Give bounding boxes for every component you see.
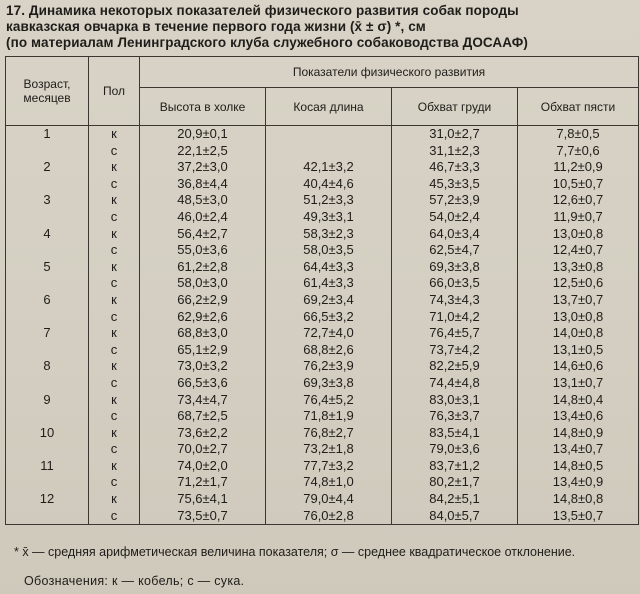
row-age: 4 <box>6 226 89 243</box>
row-sex: с <box>89 176 140 193</box>
cell-pastern: 12,6±0,7 <box>518 192 639 209</box>
cell-pastern: 11,2±0,9 <box>518 159 639 176</box>
row-age <box>6 441 89 458</box>
row-sex: с <box>89 242 140 259</box>
row-sex: с <box>89 309 140 326</box>
cell-chest: 31,0±2,7 <box>392 126 518 143</box>
cell-chest: 73,7±4,2 <box>392 342 518 359</box>
cell-length: 51,2±3,3 <box>266 192 392 209</box>
cell-length: 77,7±3,2 <box>266 458 392 475</box>
table-row <box>6 458 639 475</box>
cell-height: 74,0±2,0 <box>140 458 266 475</box>
cell-chest: 45,3±3,5 <box>392 176 518 193</box>
row-age: 11 <box>6 458 89 475</box>
cell-length: 61,4±3,3 <box>266 275 392 292</box>
data-table <box>5 56 639 525</box>
cell-height: 71,2±1,7 <box>140 474 266 491</box>
cell-chest: 31,1±2,3 <box>392 143 518 160</box>
cell-height: 65,1±2,9 <box>140 342 266 359</box>
row-age: 6 <box>6 292 89 309</box>
row-age: 7 <box>6 325 89 342</box>
cell-height: 20,9±0,1 <box>140 126 266 143</box>
table-row <box>6 342 639 359</box>
table-row <box>6 474 639 491</box>
row-age <box>6 176 89 193</box>
row-sex: к <box>89 458 140 475</box>
table-row <box>6 358 639 375</box>
table-row <box>6 508 639 525</box>
row-age <box>6 474 89 491</box>
cell-pastern: 13,4±0,6 <box>518 408 639 425</box>
cell-pastern: 12,4±0,7 <box>518 242 639 259</box>
footnote: * x̄ — средняя арифметическая величина показателя; σ — среднее квадратическое отклонение. <box>14 545 576 559</box>
cell-pastern: 12,5±0,6 <box>518 275 639 292</box>
cell-height: 75,6±4,1 <box>140 491 266 508</box>
cell-pastern: 13,0±0,8 <box>518 309 639 326</box>
cell-height: 66,2±2,9 <box>140 292 266 309</box>
cell-height: 73,4±4,7 <box>140 392 266 409</box>
header-sex: Пол <box>89 57 140 126</box>
header-length: Косая длина <box>266 88 392 126</box>
cell-pastern: 7,7±0,6 <box>518 143 639 160</box>
cell-length: 64,4±3,3 <box>266 259 392 276</box>
cell-chest: 76,4±5,7 <box>392 325 518 342</box>
title-line-1: 17. Динамика некоторых показателей физического развития собак породы <box>6 3 519 18</box>
row-sex: к <box>89 292 140 309</box>
table-row <box>6 275 639 292</box>
cell-chest: 80,2±1,7 <box>392 474 518 491</box>
row-sex: с <box>89 408 140 425</box>
row-sex: с <box>89 209 140 226</box>
cell-height: 36,8±4,4 <box>140 176 266 193</box>
cell-pastern: 14,6±0,6 <box>518 358 639 375</box>
row-age <box>6 508 89 525</box>
cell-pastern: 7,8±0,5 <box>518 126 639 143</box>
cell-length <box>266 143 392 160</box>
cell-pastern: 14,8±0,8 <box>518 491 639 508</box>
table-row <box>6 259 639 276</box>
table-row <box>6 325 639 342</box>
row-age: 2 <box>6 159 89 176</box>
header-group: Показатели физического развития <box>140 57 639 88</box>
cell-length: 71,8±1,9 <box>266 408 392 425</box>
cell-chest: 54,0±2,4 <box>392 209 518 226</box>
cell-length: 68,8±2,6 <box>266 342 392 359</box>
row-sex: к <box>89 358 140 375</box>
cell-chest: 83,0±3,1 <box>392 392 518 409</box>
row-age <box>6 309 89 326</box>
cell-chest: 83,7±1,2 <box>392 458 518 475</box>
row-age <box>6 209 89 226</box>
row-sex: к <box>89 325 140 342</box>
table-row <box>6 408 639 425</box>
cell-length: 73,2±1,8 <box>266 441 392 458</box>
table-row <box>6 143 639 160</box>
table-row <box>6 242 639 259</box>
row-age: 9 <box>6 392 89 409</box>
row-sex: к <box>89 259 140 276</box>
cell-height: 68,8±3,0 <box>140 325 266 342</box>
title-line-3: (по материалам Ленинградского клуба служебного собаководства ДОСААФ) <box>6 35 529 50</box>
cell-height: 48,5±3,0 <box>140 192 266 209</box>
cell-length: 76,8±2,7 <box>266 425 392 442</box>
cell-length: 69,2±3,4 <box>266 292 392 309</box>
cell-pastern: 13,1±0,5 <box>518 342 639 359</box>
row-sex: с <box>89 508 140 525</box>
table-row <box>6 441 639 458</box>
cell-pastern: 11,9±0,7 <box>518 209 639 226</box>
table-row <box>6 192 639 209</box>
cell-length: 76,4±5,2 <box>266 392 392 409</box>
cell-length: 58,0±3,5 <box>266 242 392 259</box>
cell-pastern: 13,5±0,7 <box>518 508 639 525</box>
cell-chest: 76,3±3,7 <box>392 408 518 425</box>
table-row <box>6 392 639 409</box>
cell-chest: 84,2±5,1 <box>392 491 518 508</box>
row-sex: с <box>89 275 140 292</box>
table-row <box>6 159 639 176</box>
row-sex: к <box>89 126 140 143</box>
row-sex: с <box>89 342 140 359</box>
cell-height: 56,4±2,7 <box>140 226 266 243</box>
cell-pastern: 13,4±0,7 <box>518 441 639 458</box>
header-pastern: Обхват пясти <box>518 88 639 126</box>
header-chest: Обхват груди <box>392 88 518 126</box>
cell-chest: 71,0±4,2 <box>392 309 518 326</box>
row-sex: с <box>89 474 140 491</box>
table-row <box>6 209 639 226</box>
cell-chest: 64,0±3,4 <box>392 226 518 243</box>
row-age: 10 <box>6 425 89 442</box>
cell-chest: 83,5±4,1 <box>392 425 518 442</box>
cell-length <box>266 126 392 143</box>
cell-height: 70,0±2,7 <box>140 441 266 458</box>
table-row <box>6 309 639 326</box>
table-row <box>6 176 639 193</box>
row-age <box>6 275 89 292</box>
row-age: 5 <box>6 259 89 276</box>
cell-length: 69,3±3,8 <box>266 375 392 392</box>
row-sex: с <box>89 441 140 458</box>
row-age: 1 <box>6 126 89 143</box>
cell-height: 37,2±3,0 <box>140 159 266 176</box>
cell-chest: 69,3±3,8 <box>392 259 518 276</box>
row-age: 12 <box>6 491 89 508</box>
row-age: 8 <box>6 358 89 375</box>
cell-length: 58,3±2,3 <box>266 226 392 243</box>
title-line-2: кавказская овчарка в течение первого года жизни (x̄ ± σ) *, см <box>6 19 426 34</box>
row-sex: к <box>89 192 140 209</box>
cell-pastern: 10,5±0,7 <box>518 176 639 193</box>
row-sex: с <box>89 375 140 392</box>
header-age: Возраст, месяцев <box>6 57 89 126</box>
cell-chest: 79,0±3,6 <box>392 441 518 458</box>
row-sex: к <box>89 159 140 176</box>
row-age: 3 <box>6 192 89 209</box>
cell-chest: 66,0±3,5 <box>392 275 518 292</box>
cell-height: 73,0±3,2 <box>140 358 266 375</box>
cell-length: 66,5±3,2 <box>266 309 392 326</box>
cell-height: 68,7±2,5 <box>140 408 266 425</box>
row-sex: с <box>89 143 140 160</box>
cell-chest: 74,3±4,3 <box>392 292 518 309</box>
cell-height: 61,2±2,8 <box>140 259 266 276</box>
cell-length: 74,8±1,0 <box>266 474 392 491</box>
cell-pastern: 14,8±0,4 <box>518 392 639 409</box>
row-sex: к <box>89 491 140 508</box>
cell-pastern: 13,0±0,8 <box>518 226 639 243</box>
table-row <box>6 226 639 243</box>
cell-height: 62,9±2,6 <box>140 309 266 326</box>
cell-chest: 62,5±4,7 <box>392 242 518 259</box>
cell-length: 49,3±3,1 <box>266 209 392 226</box>
cell-pastern: 14,8±0,5 <box>518 458 639 475</box>
cell-height: 66,5±3,6 <box>140 375 266 392</box>
row-age <box>6 342 89 359</box>
table-row <box>6 292 639 309</box>
row-sex: к <box>89 425 140 442</box>
table-row <box>6 375 639 392</box>
cell-length: 76,2±3,9 <box>266 358 392 375</box>
row-sex: к <box>89 392 140 409</box>
cell-height: 55,0±3,6 <box>140 242 266 259</box>
cell-length: 72,7±4,0 <box>266 325 392 342</box>
cell-height: 22,1±2,5 <box>140 143 266 160</box>
cell-height: 46,0±2,4 <box>140 209 266 226</box>
row-age <box>6 375 89 392</box>
table-title <box>6 3 636 51</box>
cell-length: 40,4±4,6 <box>266 176 392 193</box>
cell-chest: 82,2±5,9 <box>392 358 518 375</box>
row-age <box>6 242 89 259</box>
row-age <box>6 143 89 160</box>
table-body <box>6 126 639 525</box>
cell-length: 42,1±3,2 <box>266 159 392 176</box>
cell-pastern: 14,8±0,9 <box>518 425 639 442</box>
legend-note: Обозначения: к — кобель; с — сука. <box>24 574 245 588</box>
cell-height: 73,5±0,7 <box>140 508 266 525</box>
table-row <box>6 425 639 442</box>
cell-pastern: 13,3±0,8 <box>518 259 639 276</box>
header-height: Высота в холке <box>140 88 266 126</box>
table-row <box>6 126 639 143</box>
row-age <box>6 408 89 425</box>
cell-chest: 84,0±5,7 <box>392 508 518 525</box>
cell-chest: 57,2±3,9 <box>392 192 518 209</box>
cell-pastern: 13,1±0,7 <box>518 375 639 392</box>
cell-height: 73,6±2,2 <box>140 425 266 442</box>
cell-height: 58,0±3,0 <box>140 275 266 292</box>
cell-length: 76,0±2,8 <box>266 508 392 525</box>
cell-pastern: 14,0±0,8 <box>518 325 639 342</box>
table-row <box>6 491 639 508</box>
cell-chest: 74,4±4,8 <box>392 375 518 392</box>
cell-length: 79,0±4,4 <box>266 491 392 508</box>
cell-chest: 46,7±3,3 <box>392 159 518 176</box>
row-sex: к <box>89 226 140 243</box>
cell-pastern: 13,4±0,9 <box>518 474 639 491</box>
cell-pastern: 13,7±0,7 <box>518 292 639 309</box>
